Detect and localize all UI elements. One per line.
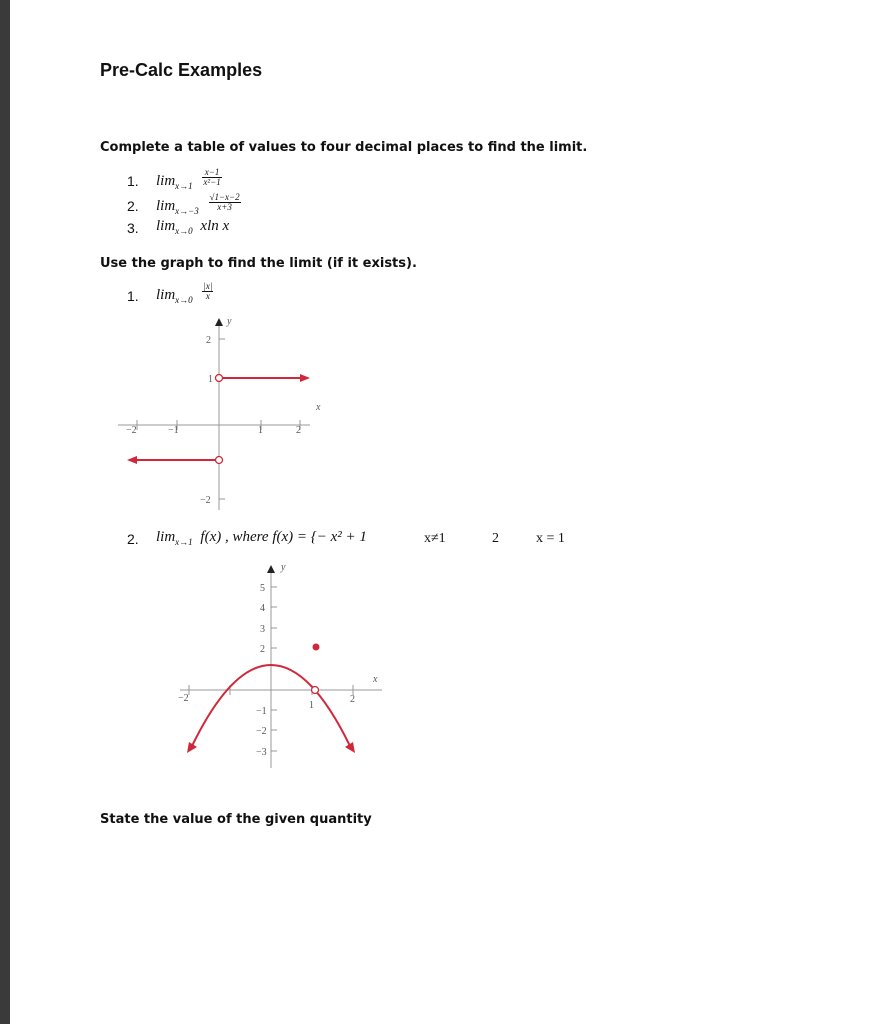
- x-tick-label: −1: [168, 425, 179, 436]
- y-axis-label: y: [281, 562, 286, 573]
- limit-expression-3: $\lim_{x\to 0} xln$ x: [156, 218, 230, 236]
- arrow-down-right-icon: [345, 742, 355, 753]
- arrow-down-left-icon: [187, 742, 197, 753]
- graph-1: [110, 310, 320, 520]
- limit-expression-2: $\lim_{x\to-3}$ $\frac{√1-x-2}{x+3}$: [156, 192, 240, 216]
- x-axis-label: x: [373, 674, 378, 685]
- open-endpoint: [216, 457, 223, 464]
- y-tick-label: 1: [208, 374, 213, 385]
- y-axis-label: y: [227, 316, 232, 327]
- filled-point: [313, 644, 320, 651]
- open-endpoint: [216, 375, 223, 382]
- page-title: Pre-Calc Examples: [100, 60, 263, 80]
- limit-expression-1: $\lim_{x\to 1}$ $\frac{x-1}{\text{x²−1}}$: [156, 167, 221, 191]
- fraction: $\frac{√1-x-2}{x+3}$: [209, 192, 240, 212]
- x-tick-label: 1: [258, 425, 263, 436]
- x-tick-label: 2: [296, 425, 301, 436]
- x-tick-label: −2: [178, 693, 189, 704]
- limit-expression-graph1: $\lim_{x\to 0}$ $\frac{|x|}{x}$: [156, 281, 213, 305]
- left-border: [0, 0, 10, 1024]
- piecewise-value-2: 2: [492, 531, 499, 546]
- arrow-left-icon: [127, 456, 137, 464]
- arrow-right-icon: [300, 374, 310, 382]
- y-tick-label: 2: [260, 644, 265, 655]
- graph-2: [170, 558, 390, 773]
- y-axis-arrow-icon: [215, 318, 223, 326]
- y-axis-arrow-icon: [267, 565, 275, 573]
- x-tick-label: −2: [126, 425, 137, 436]
- section1-heading: Complete a table of values to four decimal places to find the limit.: [100, 140, 588, 155]
- item-number: 1.: [127, 173, 139, 189]
- x-tick-label: 1: [309, 700, 314, 711]
- piecewise-condition-1: x≠1: [424, 531, 446, 546]
- section2-heading: Use the graph to find the limit (if it exists).: [100, 256, 417, 271]
- open-endpoint: [312, 687, 319, 694]
- y-tick-label: 3: [260, 624, 265, 635]
- y-tick-label: −2: [200, 495, 211, 506]
- y-tick-label: 5: [260, 583, 265, 594]
- y-tick-label: −2: [256, 726, 267, 737]
- x-tick-label: 2: [350, 694, 355, 705]
- y-tick-label: 4: [260, 603, 265, 614]
- fraction: $\frac{x-1}{\text{x²−1}}$: [203, 167, 221, 187]
- item-number: 2.: [127, 531, 139, 547]
- section3-heading: State the value of the given quantity: [100, 812, 372, 827]
- limit-expression-piecewise: $\lim_{x\to 1} f(x)$ , where f(x) = {− x² + 1: [156, 529, 367, 547]
- piecewise-condition-2: x = 1: [536, 531, 565, 546]
- item-number: 1.: [127, 288, 139, 304]
- x-axis-label: x: [316, 402, 321, 413]
- y-tick-label: −1: [256, 706, 267, 717]
- item-number: 3.: [127, 220, 139, 236]
- y-tick-label: −3: [256, 747, 267, 758]
- fraction: $\frac{|x|}{x}$: [203, 281, 213, 301]
- item-number: 2.: [127, 198, 139, 214]
- y-tick-label: 2: [206, 335, 211, 346]
